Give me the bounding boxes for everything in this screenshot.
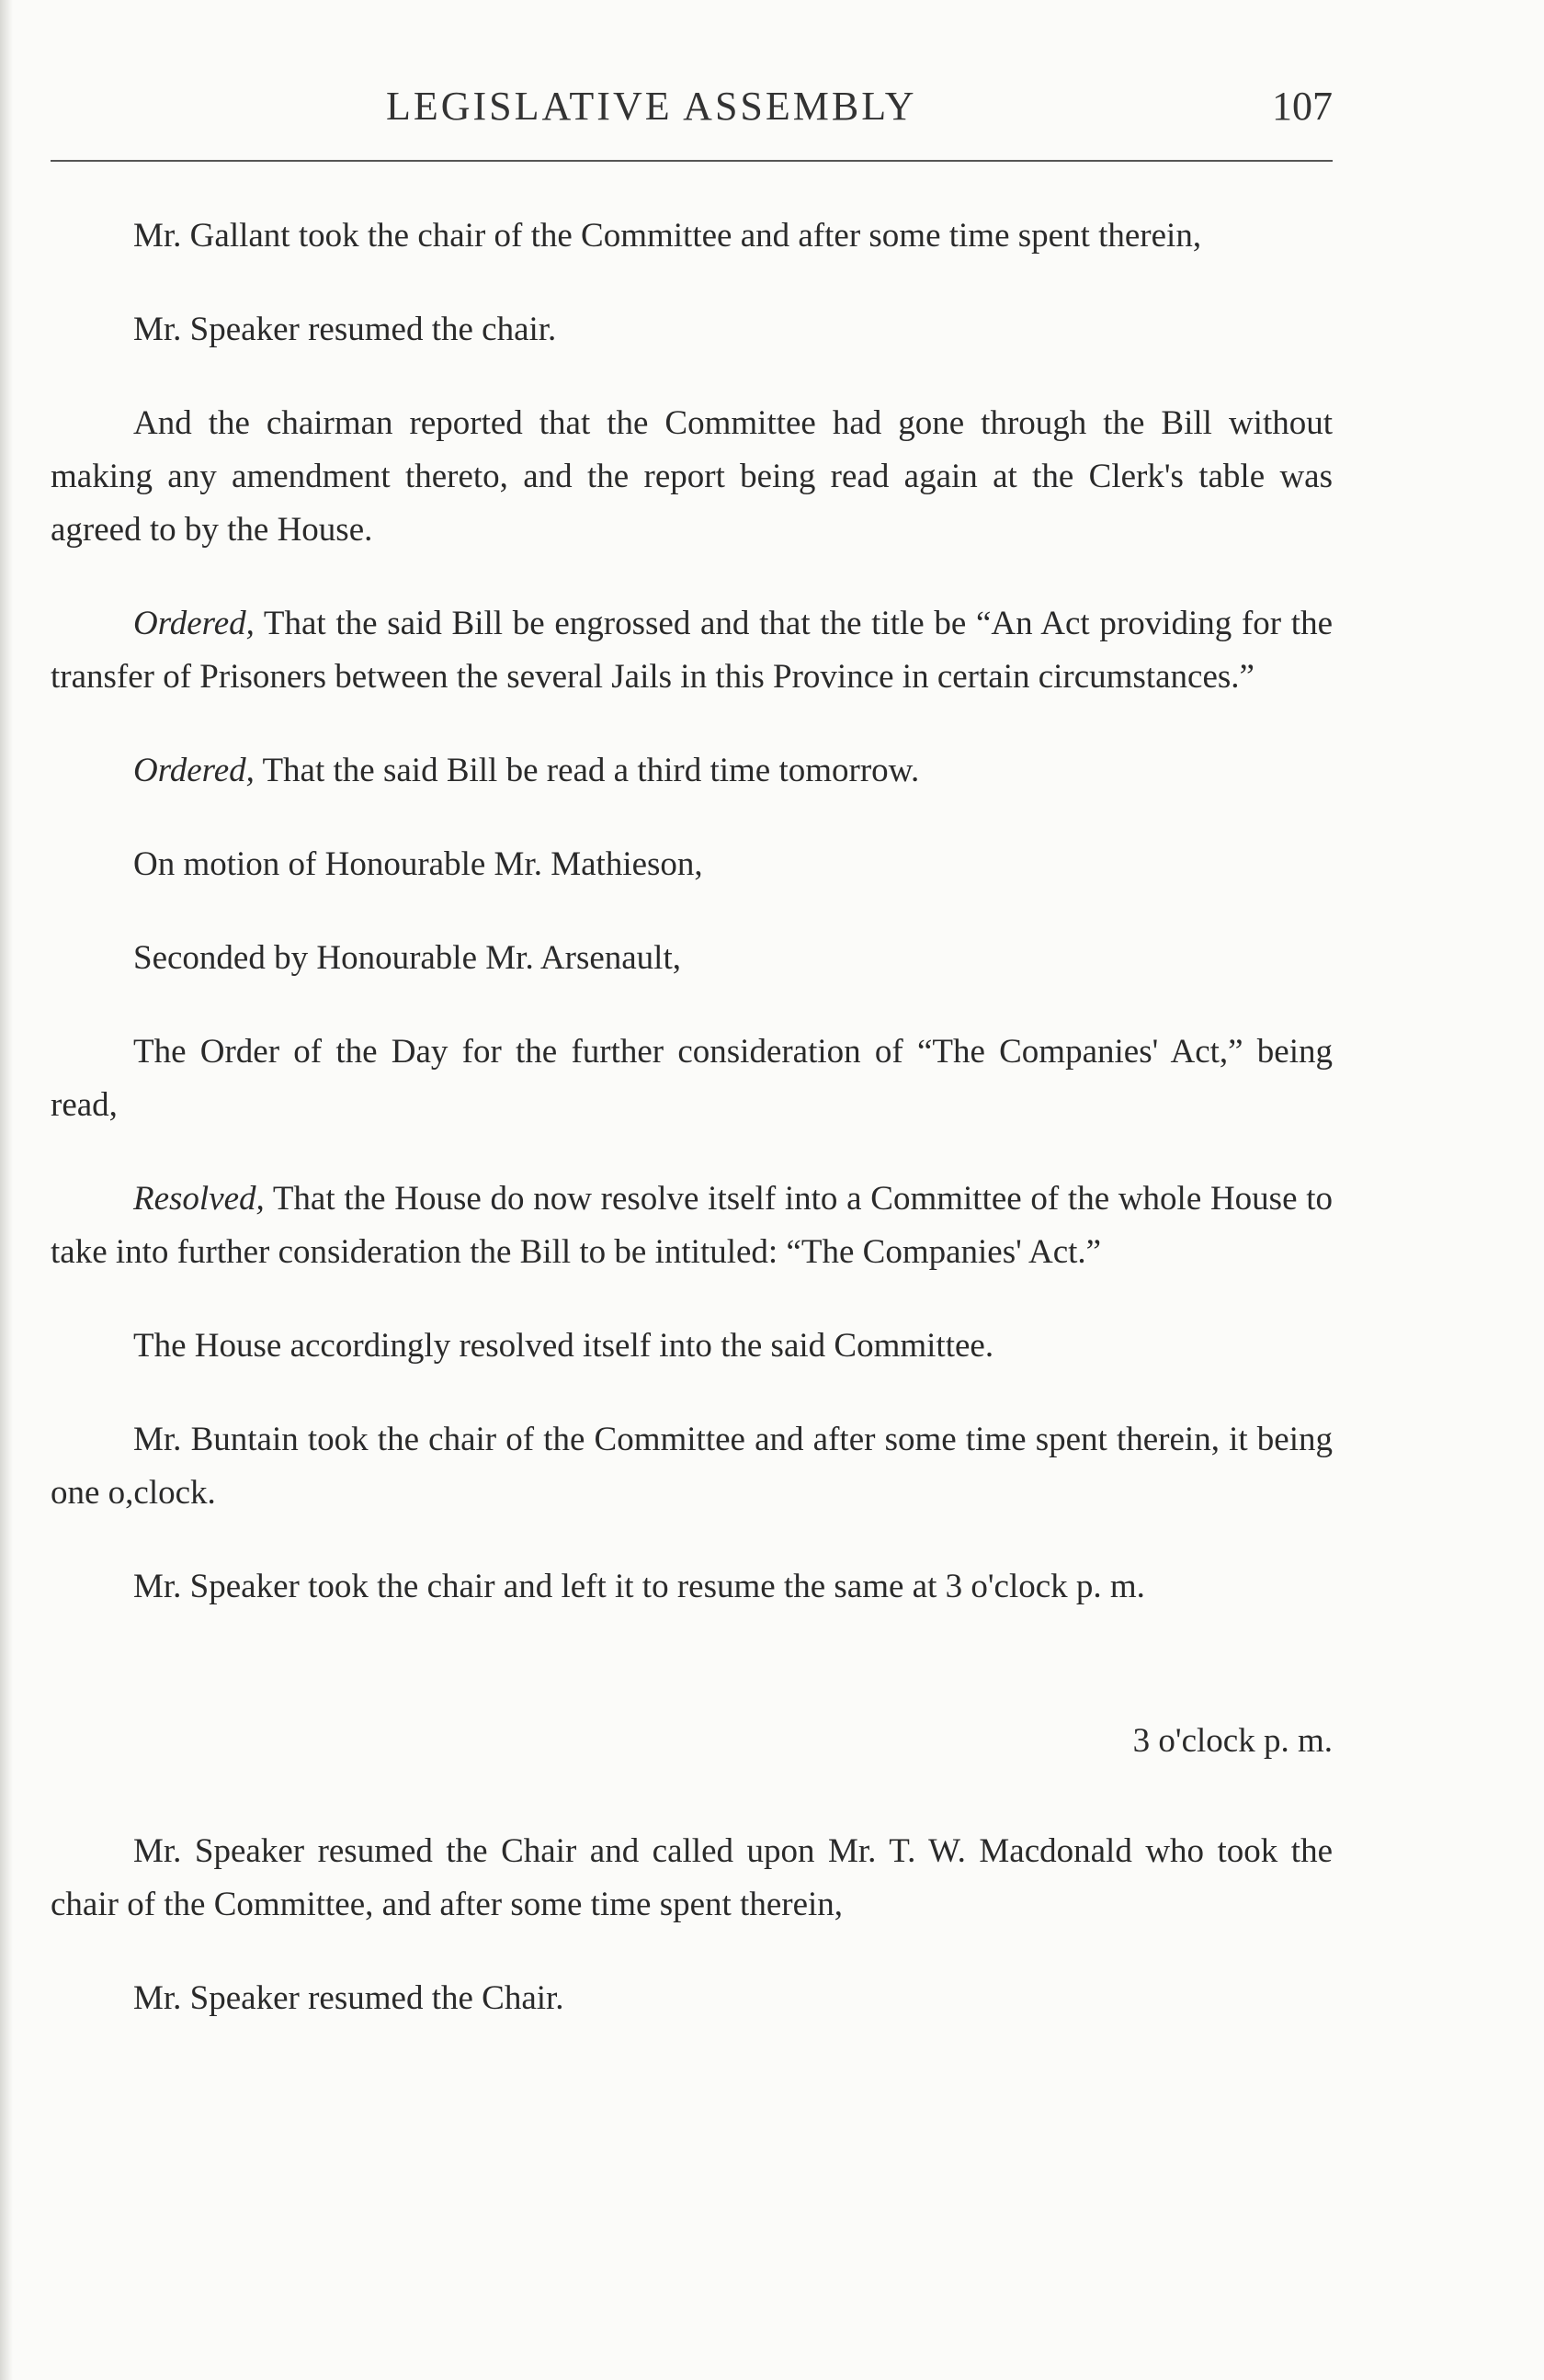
- paragraph: The House accordingly resolved itself into the said Committee.: [133, 1327, 994, 1365]
- paragraph-ordered: Ordered, That the said Bill be engrossed and that the title be “An Act providing for the transfer of Prisoners between the several Jails in this Province in certain circumstances.”: [51, 605, 1333, 696]
- paragraph: The Order of the Day for the further consideration of “The Companies' Act,” being read,: [51, 1033, 1333, 1124]
- paragraph: Mr. Speaker resumed the Chair.: [133, 1979, 564, 2017]
- paragraph: Mr. Speaker resumed the chair.: [133, 311, 557, 348]
- time-marker: 3 o'clock p. m.: [1132, 1722, 1333, 1760]
- paragraph: Mr. Gallant took the chair of the Committee and after some time spent therein,: [133, 217, 1202, 255]
- body-text: [51, 210, 1333, 2066]
- running-head: LEGISLATIVE ASSEMBLY: [386, 84, 917, 129]
- paragraph: On motion of Honourable Mr. Mathieson,: [133, 845, 703, 883]
- paragraph-lead: Resolved,: [133, 1180, 265, 1218]
- page-header: [51, 83, 1333, 138]
- page-number: 107: [1272, 84, 1333, 129]
- paragraph-lead: Ordered,: [133, 752, 255, 789]
- paragraph: And the chairman reported that the Committee had gone through the Bill without making any amendment thereto, and the report being read again at the Clerk's table was agreed to by the House.: [51, 404, 1333, 549]
- paragraph-lead: Ordered,: [133, 605, 255, 642]
- paragraph: Mr. Buntain took the chair of the Committee and after some time spent therein, it being one o,clock.: [51, 1421, 1333, 1512]
- paragraph: Seconded by Honourable Mr. Arsenault,: [133, 939, 681, 977]
- paragraph: Mr. Speaker took the chair and left it to resume the same at 3 o'clock p. m.: [133, 1568, 1145, 1605]
- paragraph: Mr. Speaker resumed the Chair and called upon Mr. T. W. Macdonald who took the chair of the Committee, and after some time spent therein,: [51, 1832, 1333, 1923]
- page-edge-shadow: [0, 0, 13, 2380]
- paragraph-ordered: Ordered, That the said Bill be read a third time tomorrow.: [133, 752, 920, 789]
- paragraph-resolved: Resolved, That the House do now resolve itself into a Committee of the whole House to take into further consideration the Bill to be intituled: “The Companies' Act.”: [51, 1180, 1333, 1271]
- header-rule: [51, 160, 1333, 162]
